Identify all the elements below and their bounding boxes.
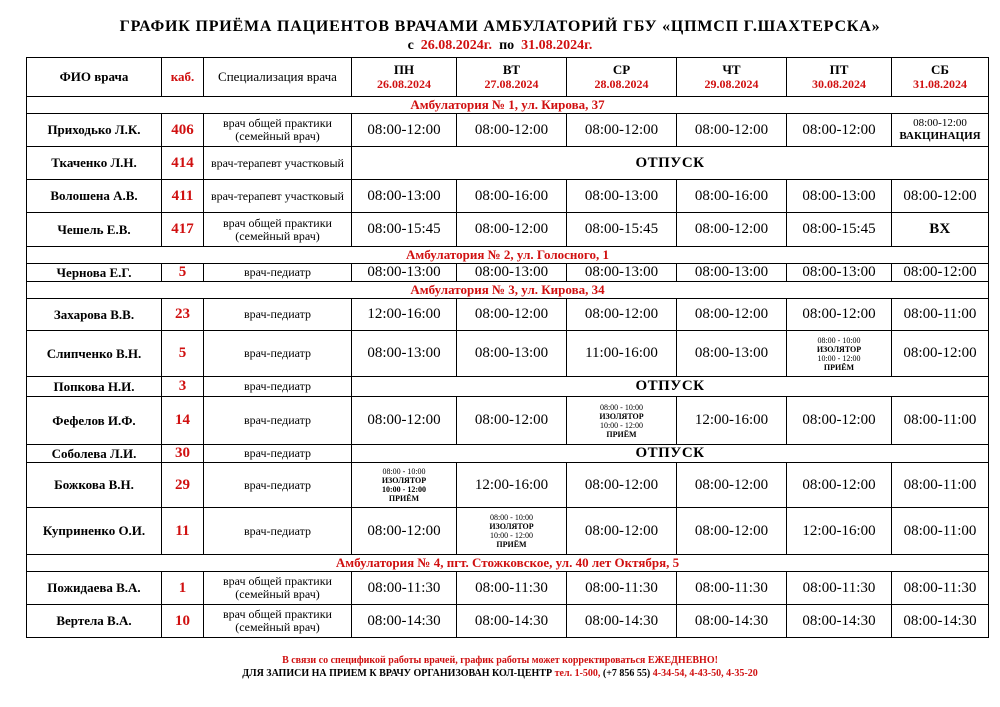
cabinet-number: 406 [162, 114, 204, 147]
table-row [27, 463, 989, 508]
table-row [27, 180, 989, 213]
to-date: 31.08.2024г. [521, 38, 593, 53]
doctor-name: Волошена А.В. [27, 180, 162, 213]
schedule-cell: 08:00-12:00 [892, 180, 989, 213]
header-day: ПН 26.08.2024 [352, 58, 457, 97]
cabinet-number: 10 [162, 605, 204, 638]
doctor-name: Слипченко В.Н. [27, 331, 162, 377]
section-row: Амбулатория № 1, ул. Кирова, 37 [27, 97, 989, 114]
doctor-name: Вертела В.А. [27, 605, 162, 638]
specialization: врач-терапевт участковый [204, 180, 352, 213]
schedule-cell: 11:00-16:00 [567, 331, 677, 377]
doctor-name: Ткаченко Л.Н. [27, 147, 162, 180]
specialization: врач-педиатр [204, 264, 352, 282]
schedule-cell: 12:00-16:00 [457, 463, 567, 508]
doctor-name: Фефелов И.Ф. [27, 397, 162, 445]
day-off-cell: ВХ [892, 213, 989, 247]
phone-numbers: 4-34-54, 4-43-50, 4-35-20 [652, 668, 758, 679]
warning-note: В связи со спецификой работы врачей, график работы может корректироваться ЕЖЕДНЕВНО! [282, 655, 718, 666]
vacation-cell: ОТПУСК [352, 377, 989, 397]
schedule-cell: 08:00-13:00 [677, 331, 787, 377]
header-name: ФИО врача [27, 58, 162, 97]
specialization: врач-педиатр [204, 508, 352, 555]
schedule-cell: 08:00-12:00 [457, 114, 567, 147]
schedule-cell: 08:00-13:00 [457, 264, 567, 282]
schedule-cell: 08:00-11:00 [892, 299, 989, 331]
schedule-cell: 08:00-11:00 [892, 508, 989, 555]
header-spec: Специализация врача [204, 58, 352, 97]
schedule-cell: 08:00-11:30 [567, 572, 677, 605]
schedule-cell: 08:00-12:00 [567, 299, 677, 331]
doctor-name: Соболева Л.И. [27, 445, 162, 463]
cabinet-number: 14 [162, 397, 204, 445]
table-row [27, 377, 989, 397]
schedule-cell: 08:00-16:00 [457, 180, 567, 213]
table-row [27, 397, 989, 445]
date-range [0, 38, 1000, 54]
specialization: врач-педиатр [204, 463, 352, 508]
schedule-cell: 08:00-12:00 [352, 114, 457, 147]
table-row [27, 445, 989, 463]
table-row [27, 264, 989, 282]
specialization: врач общей практики (семейный врач) [204, 213, 352, 247]
cabinet-number: 414 [162, 147, 204, 180]
table-row [27, 114, 989, 147]
header-day: СР 28.08.2024 [567, 58, 677, 97]
schedule-cell: 08:00-14:30 [892, 605, 989, 638]
vacation-cell: ОТПУСК [352, 147, 989, 180]
table-row [27, 508, 989, 555]
header-day: СБ 31.08.2024 [892, 58, 989, 97]
schedule-cell: 08:00-12:00 [892, 331, 989, 377]
schedule-cell: 08:00-14:30 [457, 605, 567, 638]
doctor-name: Чернова Е.Г. [27, 264, 162, 282]
schedule-cell: 08:00-11:30 [892, 572, 989, 605]
specialization: врач общей практики (семейный врач) [204, 572, 352, 605]
header-day: ВТ 27.08.2024 [457, 58, 567, 97]
schedule-cell: 08:00-12:00 [677, 213, 787, 247]
schedule-cell: 08:00-14:30 [567, 605, 677, 638]
schedule-cell: 08:00-12:00 [352, 397, 457, 445]
vacation-cell: ОТПУСК [352, 445, 989, 463]
doctor-name: Захарова В.В. [27, 299, 162, 331]
schedule-cell: 08:00-14:30 [787, 605, 892, 638]
cabinet-number: 11 [162, 508, 204, 555]
split-schedule-cell: 08:00 - 10:00 ИЗОЛЯТОР 10:00 - 12:00 ПРИЁМ [567, 397, 677, 445]
table-row [27, 572, 989, 605]
specialization: врач-терапевт участковый [204, 147, 352, 180]
schedule-cell: 08:00-13:00 [677, 264, 787, 282]
doctor-name: Приходько Л.К. [27, 114, 162, 147]
schedule-cell: 08:00-13:00 [787, 264, 892, 282]
schedule-cell: 08:00-15:45 [352, 213, 457, 247]
schedule-cell: 08:00-12:00 [677, 114, 787, 147]
schedule-cell: 08:00-11:30 [352, 572, 457, 605]
schedule-cell: 08:00-13:00 [567, 180, 677, 213]
doctor-name: Божкова В.Н. [27, 463, 162, 508]
schedule-cell: 08:00-12:00 [677, 508, 787, 555]
schedule-cell: 08:00-12:00 [567, 463, 677, 508]
section-row: Амбулатория № 3, ул. Кирова, 34 [27, 282, 989, 299]
specialization: врач-педиатр [204, 331, 352, 377]
schedule-cell: 08:00-12:00 [787, 114, 892, 147]
table-row [27, 213, 989, 247]
schedule-cell: 08:00-12:00 [457, 213, 567, 247]
cabinet-number: 3 [162, 377, 204, 397]
schedule-cell: 08:00-12:00 [677, 299, 787, 331]
schedule-cell: 08:00-12:00 [457, 299, 567, 331]
schedule-cell: 08:00-13:00 [457, 331, 567, 377]
schedule-cell: 08:00-11:30 [677, 572, 787, 605]
table-row [27, 147, 989, 180]
schedule-cell: 08:00-11:30 [787, 572, 892, 605]
schedule-cell: 08:00-11:00 [892, 397, 989, 445]
schedule-cell: 08:00-12:00 [567, 508, 677, 555]
from-label: с [407, 38, 414, 53]
schedule-cell: 08:00-14:30 [677, 605, 787, 638]
schedule-cell: 08:00-11:00 [892, 463, 989, 508]
page-title: ГРАФИК ПРИЁМА ПАЦИЕНТОВ ВРАЧАМИ АМБУЛАТОРИЙ ГБУ «ЦПМСП Г.ШАХТЕРСКА» [119, 18, 881, 35]
to-label: по [499, 38, 515, 53]
doctor-name: Пожидаева В.А. [27, 572, 162, 605]
cabinet-number: 5 [162, 331, 204, 377]
doctor-name: Попкова Н.И. [27, 377, 162, 397]
phone-number: тел. 1-500, [554, 668, 601, 679]
schedule-cell: 12:00-16:00 [787, 508, 892, 555]
from-date: 26.08.2024г. [420, 38, 493, 53]
header-cabinet: каб. [162, 58, 204, 97]
section-row: Амбулатория № 4, пгт. Стожковское, ул. 40 лет Октября, 5 [27, 555, 989, 572]
schedule-cell: 08:00-12:00 [787, 397, 892, 445]
schedule-table [26, 57, 989, 638]
schedule-cell: 08:00-13:00 [352, 264, 457, 282]
schedule-cell: 08:00-12:00 [677, 463, 787, 508]
schedule-cell: 12:00-16:00 [677, 397, 787, 445]
table-row [27, 299, 989, 331]
table-row [27, 605, 989, 638]
schedule-cell: 08:00-12:00 [787, 299, 892, 331]
schedule-cell: 08:00-12:00 [892, 264, 989, 282]
schedule-cell: 08:00-13:00 [567, 264, 677, 282]
table-row [27, 331, 989, 377]
cabinet-number: 417 [162, 213, 204, 247]
schedule-cell: 08:00-12:00 [787, 463, 892, 508]
callcenter-note: ДЛЯ ЗАПИСИ НА ПРИЕМ К ВРАЧУ ОРГАНИЗОВАН КОЛ-ЦЕНТР тел. 1-500, (+7 856 55) 4-34-54, 4-43-50, 4-35-20 [242, 668, 758, 679]
specialization: врач общей практики (семейный врач) [204, 605, 352, 638]
section-row: Амбулатория № 2, ул. Голосного, 1 [27, 247, 989, 264]
schedule-cell: 08:00-15:45 [787, 213, 892, 247]
schedule-cell: 08:00-13:00 [787, 180, 892, 213]
specialization: врач-педиатр [204, 397, 352, 445]
table-header [27, 58, 989, 97]
specialization: врач-педиатр [204, 377, 352, 397]
schedule-cell: 08:00-13:00 [352, 180, 457, 213]
split-schedule-cell: 08:00 - 10:00 ИЗОЛЯТОР 10:00 - 12:00 ПРИЁМ [352, 463, 457, 508]
schedule-cell-vaccination: 08:00-12:00 ВАКЦИНАЦИЯ [892, 114, 989, 147]
schedule-cell: 08:00-14:30 [352, 605, 457, 638]
specialization: врач общей практики (семейный врач) [204, 114, 352, 147]
schedule-cell: 12:00-16:00 [352, 299, 457, 331]
specialization: врач-педиатр [204, 299, 352, 331]
doctor-name: Чешель Е.В. [27, 213, 162, 247]
schedule-cell: 08:00-13:00 [352, 331, 457, 377]
header-day: ПТ 30.08.2024 [787, 58, 892, 97]
doctor-name: Куприненко О.И. [27, 508, 162, 555]
schedule-cell: 08:00-15:45 [567, 213, 677, 247]
cabinet-number: 5 [162, 264, 204, 282]
schedule-cell: 08:00-11:30 [457, 572, 567, 605]
cabinet-number: 30 [162, 445, 204, 463]
schedule-cell: 08:00-12:00 [567, 114, 677, 147]
split-schedule-cell: 08:00 - 10:00 ИЗОЛЯТОР 10:00 - 12:00 ПРИЁМ [457, 508, 567, 555]
cabinet-number: 29 [162, 463, 204, 508]
schedule-cell: 08:00-16:00 [677, 180, 787, 213]
schedule-cell: 08:00-12:00 [352, 508, 457, 555]
cabinet-number: 23 [162, 299, 204, 331]
header-day: ЧТ 29.08.2024 [677, 58, 787, 97]
split-schedule-cell: 08:00 - 10:00 ИЗОЛЯТОР 10:00 - 12:00 ПРИЁМ [787, 331, 892, 377]
cabinet-number: 411 [162, 180, 204, 213]
cabinet-number: 1 [162, 572, 204, 605]
specialization: врач-педиатр [204, 445, 352, 463]
schedule-cell: 08:00-12:00 [457, 397, 567, 445]
